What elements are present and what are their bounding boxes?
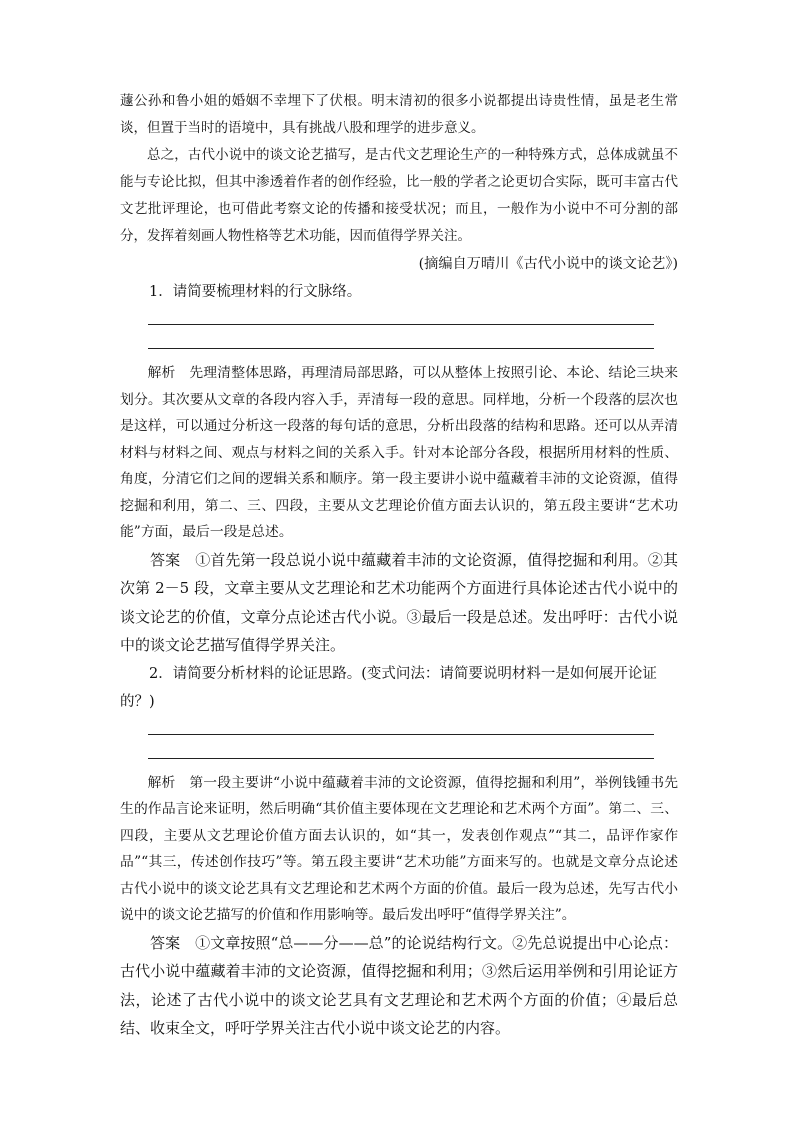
passage-paragraph-1: 蘧公孙和鲁小姐的婚姻不幸埋下了伏根。明末清初的很多小说都提出诗贵性情，虽是老生常谈，但置于当时的语境中，具有挑战八股和理学的进步意义。	[120, 93, 678, 136]
analysis-2-label: 解析	[147, 774, 176, 791]
analysis-2	[120, 770, 678, 929]
analysis-2-text: 第一段主要讲“小说中蕴藏着丰沛的文论资源，值得挖掘和利用”，举例钱锺书先生的作品言论来证明，然后明确“其价值主要体现在文艺理论和艺术两个方面”。第二、三、四段，主要从文艺理论价值方面去认识的，如“其一，发表创作观点”“其二，品评作家作品”“其三，传述创作技巧”等。第五段主要讲“艺术功能”方面来写的。也就是文章分点论述古代小说中的谈文论艺具有文艺理论和艺术两个方面的价值。最后一段为总述，先写古代小说中的谈文论艺描写的价值和作用影响等。最后发出呼吁“值得学界关注”。	[120, 774, 679, 923]
answer-2	[120, 929, 678, 1043]
passage-source: (摘编自万晴川《古代小说中的谈文论艺》)	[418, 256, 678, 272]
analysis-1-label: 解析	[147, 365, 176, 381]
passage-paragraph-2: 总之，古代小说中的谈文论艺描写，是古代文艺理论生产的一种特殊方式，总体成就虽不能与专论比拟，但其中渗透着作者的创作经验，比一般的学者之论更切合实际，既可丰富古代文艺批评理论，也可借此考察文论的传播和接受状况；而且，一般作为小说中不可分割的部分，发挥着刻画人物性格等艺术功能，因而值得学界关注。	[120, 147, 678, 244]
answer-1	[120, 546, 678, 660]
analysis-1-text: 先理清整体思路，再理清局部思路，可以从整体上按照引论、本论、结论三块来划分。其次要从文章的各段内容入手，弄清每一段的意思。同样地，分析一个段落的层次也是这样，可以通过分析这一段落的每句话的意思，分析出段落的结构和思路。还可以从弄清材料与材料之间、观点与材料之间的关系入手。针对本论部分各段，根据所用材料的性质、角度，分清它们之间的逻辑关系和顺序。第一段主要讲小说中蕴藏着丰沛的文论资源，值得挖掘和利用，第二、三、四段，主要从文艺理论价值方面去认识的，第五段主要讲“艺术功能”方面，最后一段是总述。	[120, 365, 679, 540]
question-1: 1．请简要梳理材料的行文脉络。	[149, 284, 362, 300]
answer-2-label: 答案	[150, 933, 181, 952]
analysis-1	[120, 360, 678, 546]
document-page	[120, 88, 678, 1043]
answer-1-label: 答案	[150, 550, 181, 569]
answer-1-text: ①首先第一段总说小说中蕴藏着丰沛的文论资源，值得挖掘和利用。②其次第 2－5 段，文章主要从文艺理论和艺术功能两个方面进行具体论述古代小说中的谈文论艺的价值，文章分点论述古代小说。③最后一段是总述。发出呼吁：古代小说中的谈文论艺描写值得学界关注。	[120, 550, 678, 654]
question-2: 2．请简要分析材料的论证思路。(变式问法：请简要说明材料一是如何展开论证的？)	[120, 665, 657, 710]
answer-2-text: ①文章按照“总——分——总”的论说结构行文。②先总说提出中心论点：古代小说中蕴藏着丰沛的文论资源，值得挖掘和利用；③然后运用举例和引用论证方法，论述了古代小说中的谈文论艺具有文艺理论和艺术两个方面的价值；④最后总结、收束全文，呼吁学界关注古代小说中谈文论艺的内容。	[120, 933, 678, 1037]
